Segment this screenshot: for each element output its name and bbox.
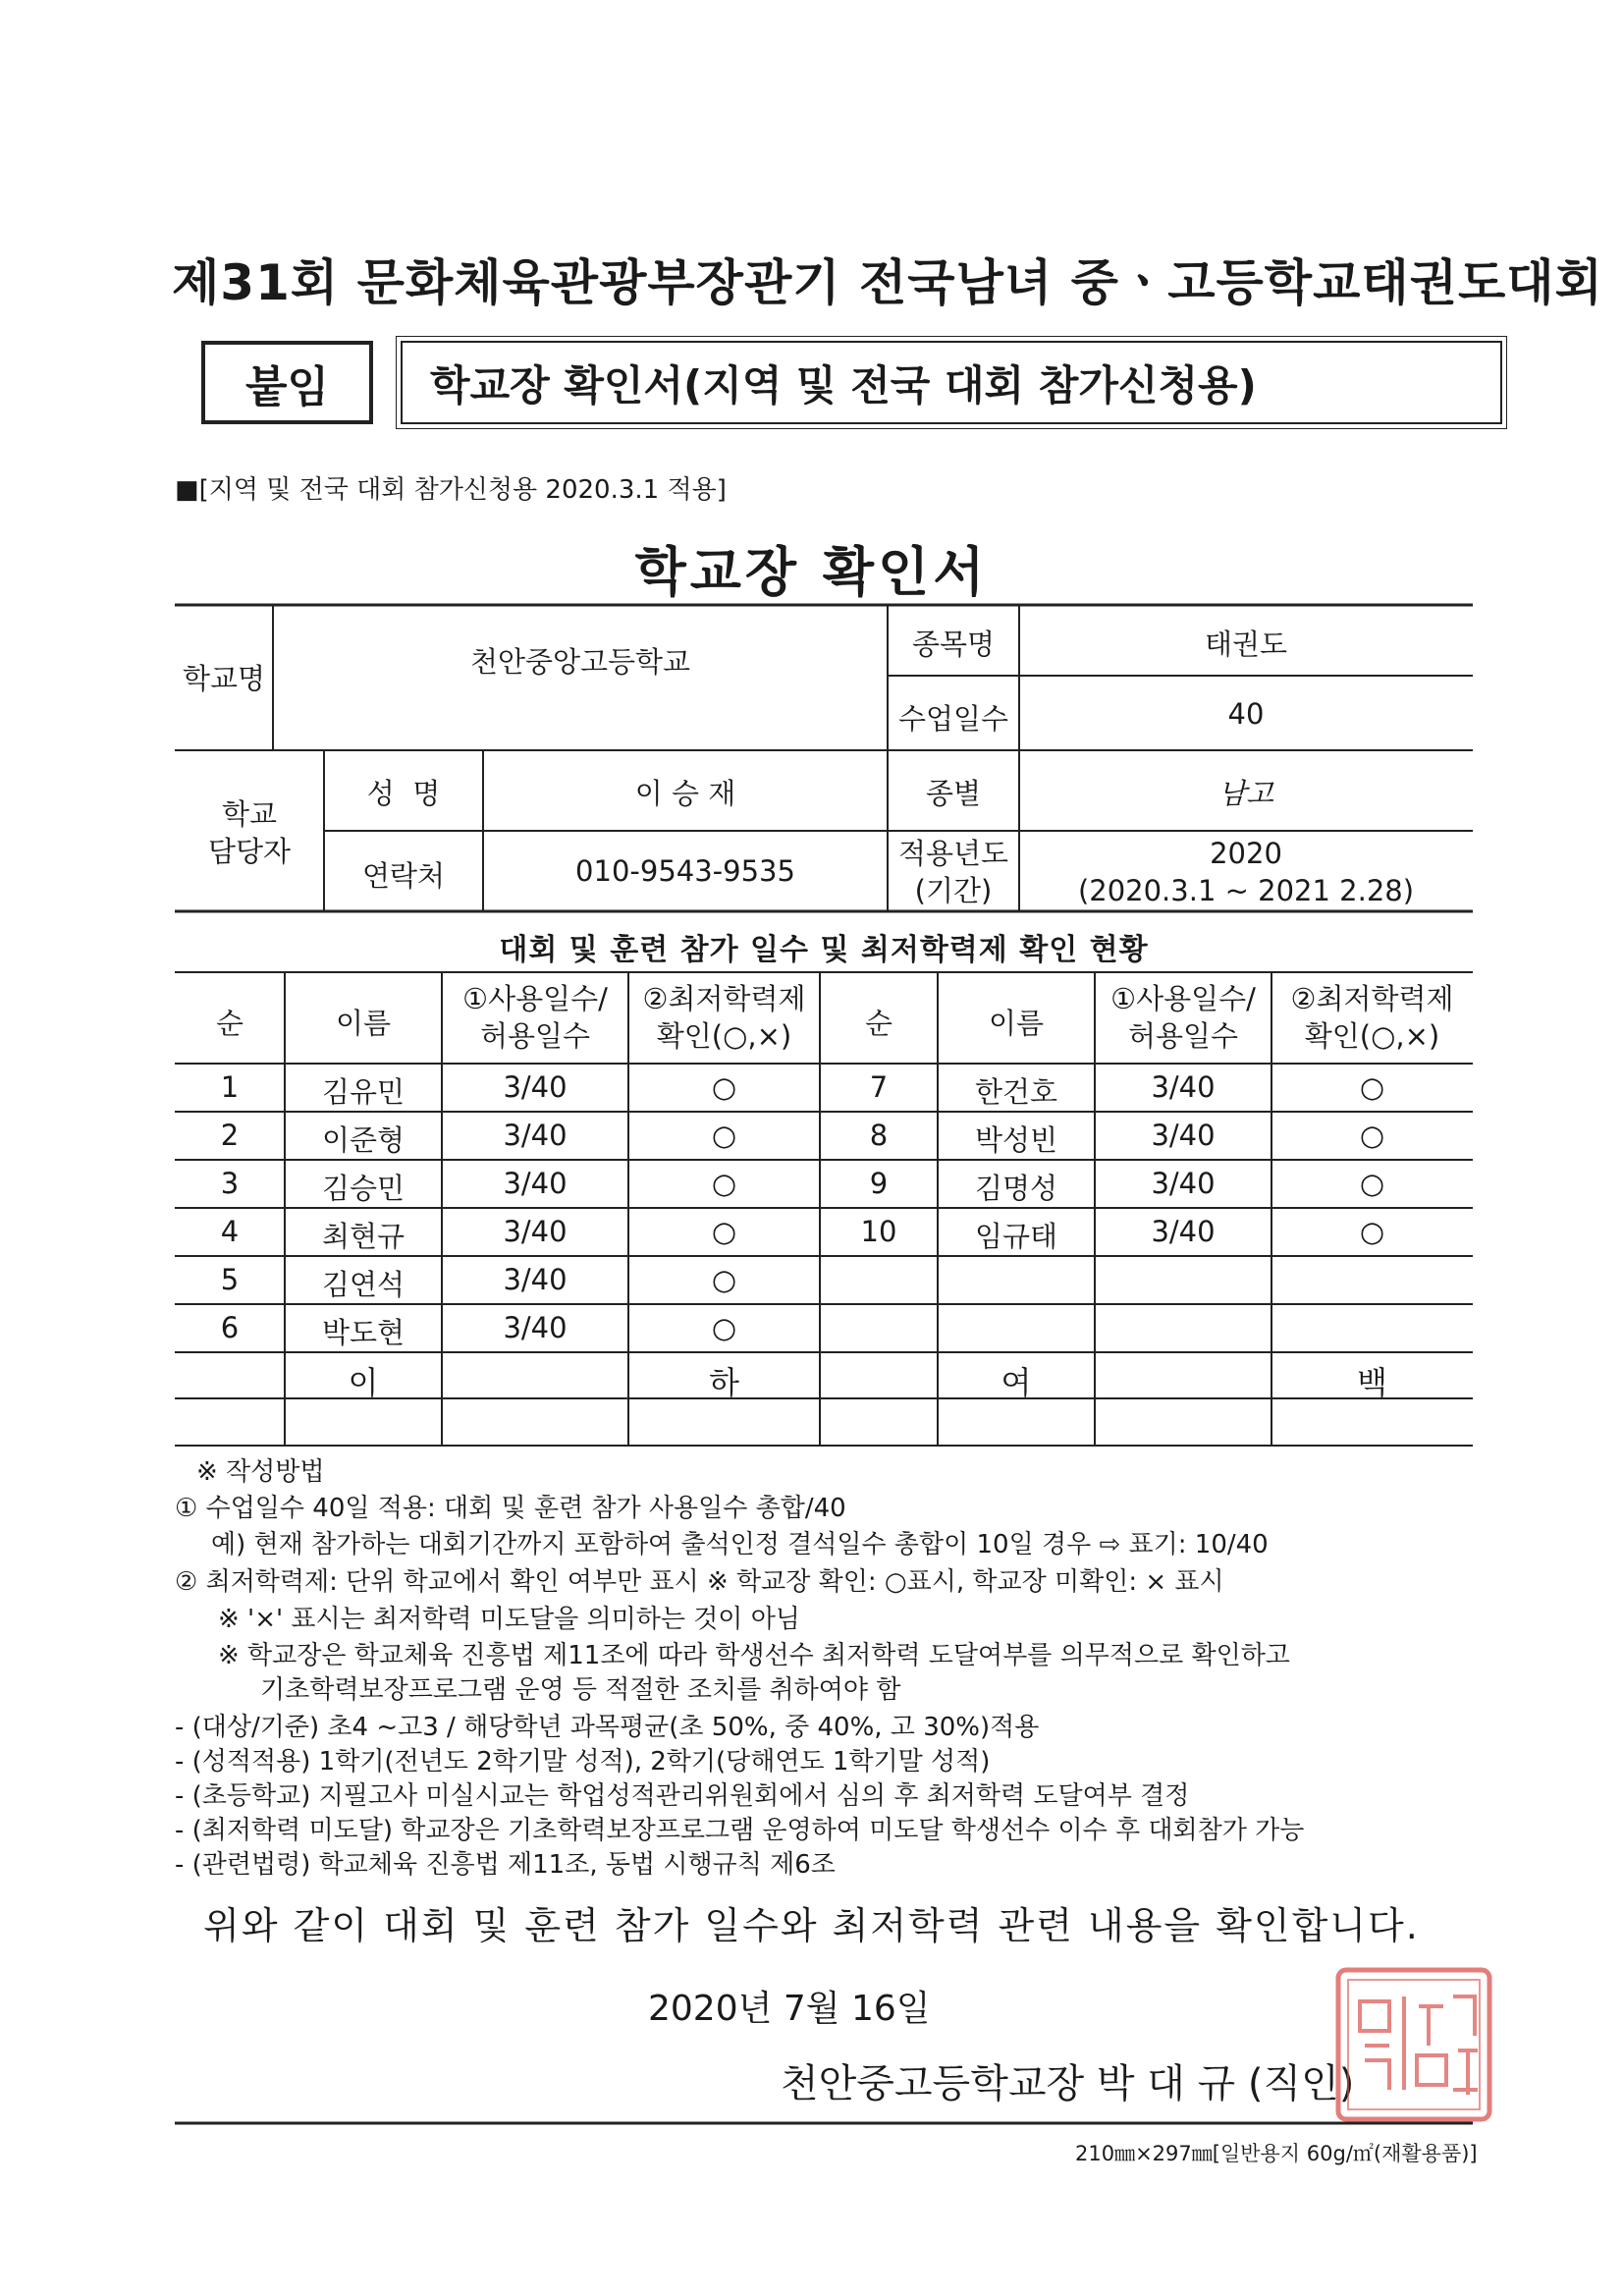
status-left-days: 3/40: [503, 1215, 568, 1248]
status-left-no: 4: [220, 1215, 240, 1248]
instruction-line: 예) 현재 참가하는 대회기간까지 포함하여 출석인정 결석일수 총합이 10일 경우 ⇨ 표기: 10/40: [211, 1530, 1269, 1559]
status-right-no: 7: [869, 1070, 889, 1104]
contact-person-label: 학교 담당자: [207, 797, 292, 868]
blank-mark: 하: [709, 1364, 739, 1401]
status-left-no: 3: [220, 1167, 240, 1200]
col-header-no-right: 순: [864, 1007, 893, 1040]
status-right-days: 3/40: [1151, 1215, 1216, 1248]
instruction-line: 기초학력보장프로그램 운영 등 적절한 조치를 취하여야 함: [260, 1675, 901, 1705]
contact-name-label: 성 명: [366, 777, 441, 810]
document-subject: 학교장 확인서(지역 및 전국 대회 참가신청용): [401, 341, 1502, 424]
instruction-line: ※ 학교장은 학교체육 진흥법 제11조에 따라 학생선수 최저학력 도달여부를 의무적으로 확인하고: [218, 1641, 1290, 1670]
year-label: 적용년도 (기간): [897, 837, 1009, 907]
document-headline: 제31회 문화체육관광부장관기 전국남녀 중ㆍ고등학교태권도대회: [172, 254, 1603, 311]
instruction-line: ※ '×' 표시는 최저학력 미도달을 의미하는 것이 아님: [218, 1605, 800, 1634]
col-header-name: 이름: [335, 1007, 392, 1040]
col-header-days: ①사용일수/ 허용일수: [462, 982, 608, 1053]
status-right-name: 박성빈: [974, 1123, 1058, 1157]
contact-phone-label: 연락처: [361, 859, 446, 893]
attachment-label: 붙임: [201, 341, 373, 424]
instruction-line: - (대상/기준) 초4 ~고3 / 해당학년 과목평균(초 50%, 중 40%, 고 30%)적용: [175, 1713, 1040, 1742]
col-header-days-right: ①사용일수/ 허용일수: [1110, 982, 1256, 1053]
status-right-check: ○: [1359, 1119, 1385, 1152]
blank-mark: 이: [348, 1364, 379, 1401]
category-label: 종별: [925, 777, 982, 810]
sport-label: 종목명: [911, 628, 996, 661]
status-left-check: ○: [711, 1119, 737, 1152]
class-days-value: 40: [1227, 697, 1265, 731]
col-header-name-right: 이름: [988, 1007, 1045, 1040]
instruction-line: ② 최저학력제: 단위 학교에서 확인 여부만 표시 ※ 학교장 확인: ○표시, 학교장 미확인: × 표시: [175, 1567, 1224, 1597]
status-right-no: 10: [860, 1215, 897, 1248]
status-left-days: 3/40: [503, 1263, 568, 1296]
status-left-name: 박도현: [321, 1316, 406, 1349]
status-left-no: 1: [220, 1070, 240, 1104]
status-right-name: 김명성: [974, 1172, 1058, 1205]
contact-phone-value: 010-9543-9535: [575, 854, 795, 888]
issue-date: 2020년 7월 16일: [648, 1989, 931, 2029]
status-left-name: 이준형: [321, 1123, 406, 1157]
status-right-days: 3/40: [1151, 1119, 1216, 1152]
status-left-check: ○: [711, 1167, 737, 1200]
status-right-days: 3/40: [1151, 1070, 1216, 1104]
status-left-days: 3/40: [503, 1070, 568, 1104]
instruction-line: - (관련법령) 학교체육 진흥법 제11조, 동법 시행규칙 제6조: [175, 1850, 836, 1880]
status-left-name: 김승민: [321, 1172, 406, 1205]
status-right-days: 3/40: [1151, 1167, 1216, 1200]
principal-signature: 천안중고등학교장 박 대 규 (직인): [781, 2061, 1355, 2106]
instruction-line: ① 수업일수 40일 적용: 대회 및 훈련 참가 사용일수 총합/40: [175, 1494, 846, 1523]
status-left-check: ○: [711, 1263, 737, 1296]
col-header-check-right: ②최저학력제 확인(○,×): [1290, 982, 1454, 1053]
contact-name-value: 이 승 재: [634, 777, 736, 810]
col-header-no: 순: [215, 1007, 243, 1040]
status-left-no: 2: [220, 1119, 240, 1152]
school-name-value: 천안중앙고등학교: [469, 645, 691, 679]
instruction-line: - (성적적용) 1학기(전년도 2학기말 성적), 2학기(당해연도 1학기말 성적): [175, 1747, 991, 1777]
status-left-name: 최현규: [321, 1220, 406, 1253]
status-right-check: ○: [1359, 1167, 1385, 1200]
status-left-no: 5: [220, 1263, 240, 1296]
class-days-label: 수업일수: [897, 702, 1009, 736]
status-right-check: ○: [1359, 1215, 1385, 1248]
sport-value: 태권도: [1204, 628, 1288, 661]
status-left-no: 6: [220, 1311, 240, 1344]
status-left-name: 김유민: [321, 1075, 406, 1109]
status-left-check: ○: [711, 1311, 737, 1344]
status-left-check: ○: [711, 1215, 737, 1248]
form-title: 학교장 확인서: [634, 541, 989, 603]
school-name-label: 학교명: [182, 662, 266, 695]
applies-note: ■[지역 및 전국 대회 참가신청용 2020.3.1 적용]: [175, 475, 727, 505]
instruction-line: ※ 작성방법: [196, 1457, 325, 1487]
period-value: (2020.3.1 ~ 2021 2.28): [1077, 874, 1415, 907]
instruction-line: - (최저학력 미도달) 학교장은 기초학력보장프로그램 운영하여 미도달 학생선수 이수 후 대회참가 가능: [175, 1816, 1305, 1845]
status-left-days: 3/40: [503, 1311, 568, 1344]
blank-mark: 백: [1357, 1364, 1387, 1401]
status-left-days: 3/40: [503, 1167, 568, 1200]
category-value: 남고: [1217, 777, 1274, 810]
year-value: 2020: [1210, 837, 1282, 870]
status-left-check: ○: [711, 1070, 737, 1104]
status-right-no: 8: [869, 1119, 889, 1152]
status-left-days: 3/40: [503, 1119, 568, 1152]
official-seal-stamp: [1330, 1962, 1497, 2127]
confirmation-statement: 위와 같이 대회 및 훈련 참가 일수와 최저학력 관련 내용을 확인합니다.: [203, 1904, 1420, 1947]
status-right-name: 임규태: [974, 1220, 1058, 1253]
status-right-check: ○: [1359, 1070, 1385, 1104]
col-header-check: ②최저학력제 확인(○,×): [642, 982, 806, 1053]
status-right-no: 9: [869, 1167, 889, 1200]
status-left-name: 김연석: [321, 1268, 406, 1301]
paper-spec: 210㎜×297㎜[일반용지 60g/㎡(재활용품)]: [1075, 2142, 1478, 2165]
blank-mark: 여: [1001, 1364, 1032, 1401]
status-right-name: 한건호: [974, 1075, 1058, 1109]
status-title: 대회 및 훈련 참가 일수 및 최저학력제 확인 현황: [499, 933, 1149, 967]
instruction-line: - (초등학교) 지필고사 미실시교는 학업성적관리위원회에서 심의 후 최저학력 도달여부 결정: [175, 1781, 1190, 1811]
